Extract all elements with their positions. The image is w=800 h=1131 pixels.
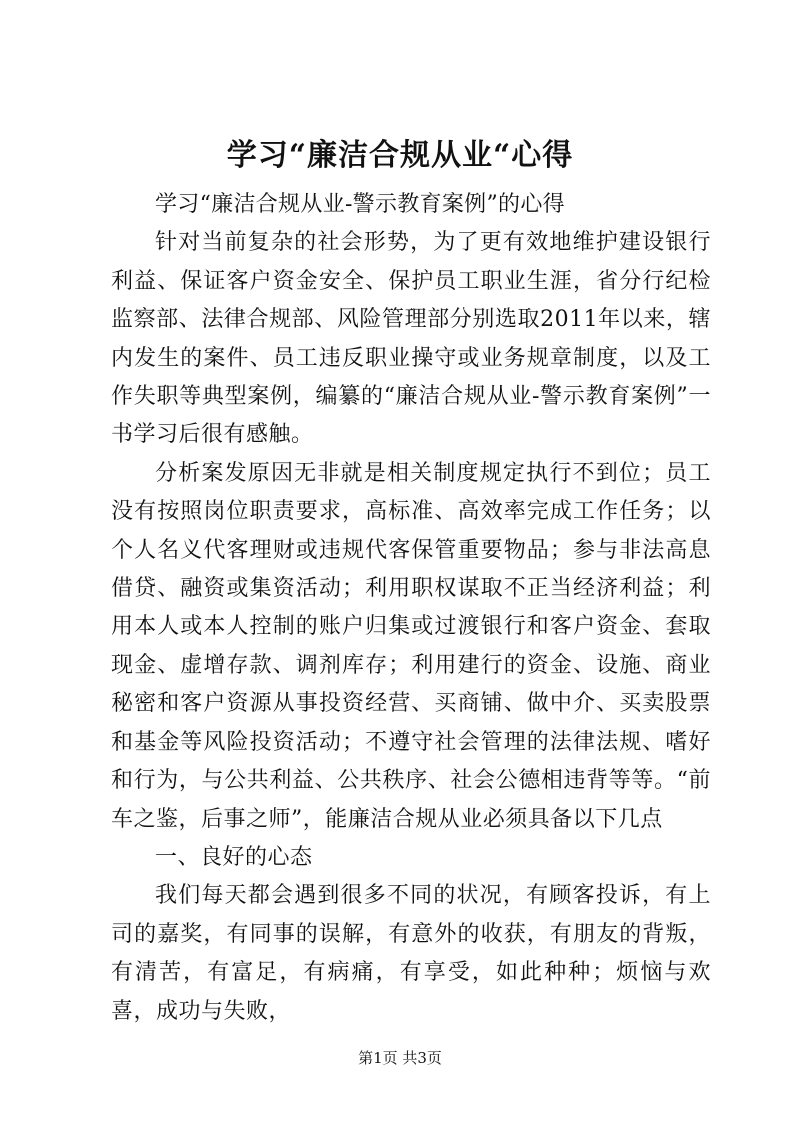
paragraph-subtitle: 学习“廉洁合规从业-警示教育案例”的心得 xyxy=(155,192,565,217)
paragraph-intro: 针对当前复杂的社会形势，为了更有效地维护建设银行利益、保证客户资金安全、保护员工职业生涯，省分行纪检监察部、法律合规部、风险管理部分别选取2011年以来，辖内发生的案件、员工违反职业操守或业务规章制度，以及工作失职等典型案例，编纂的“廉洁合规从业-警示教育案例”一书学习后很有感触。 xyxy=(111,230,711,448)
page-footer: 第1页 共3页 xyxy=(358,1049,442,1067)
paragraph-analysis: 分析案发原因无非就是相关制度规定执行不到位；员工没有按照岗位职责要求，高标准、高效率完成工作任务；以个人名义代客理财或违规代客保管重要物品；参与非法高息借贷、融资或集资活动；利用职权谋取不正当经济利益；利用本人或本人控制的账户归集或过渡银行和客户资金、套取现金、虚增存款、调剂库存；利用建行的资金、设施、商业秘密和客户资源从事投资经营、买商铺、做中介、买卖股票和基金等风险投资活动；不遵守社会管理的法律法规、嗜好和行为，与公共利益、公共秩序、社会公德相违背等等。“前车之鉴，后事之师”，能廉洁合规从业必须具备以下几点 xyxy=(111,460,711,832)
paragraph-mindset: 我们每天都会遇到很多不同的状况，有顾客投诉，有上司的嘉奖，有同事的误解，有意外的收获，有朋友的背叛，有清苦，有富足，有病痛，有享受，如此种种；烦恼与欢喜，成功与失败， xyxy=(111,883,711,1024)
document-body xyxy=(111,186,711,1031)
document-title: 学习“廉洁合规从业“心得 xyxy=(226,138,574,173)
section-heading-mindset: 一、良好的心态 xyxy=(155,844,313,870)
